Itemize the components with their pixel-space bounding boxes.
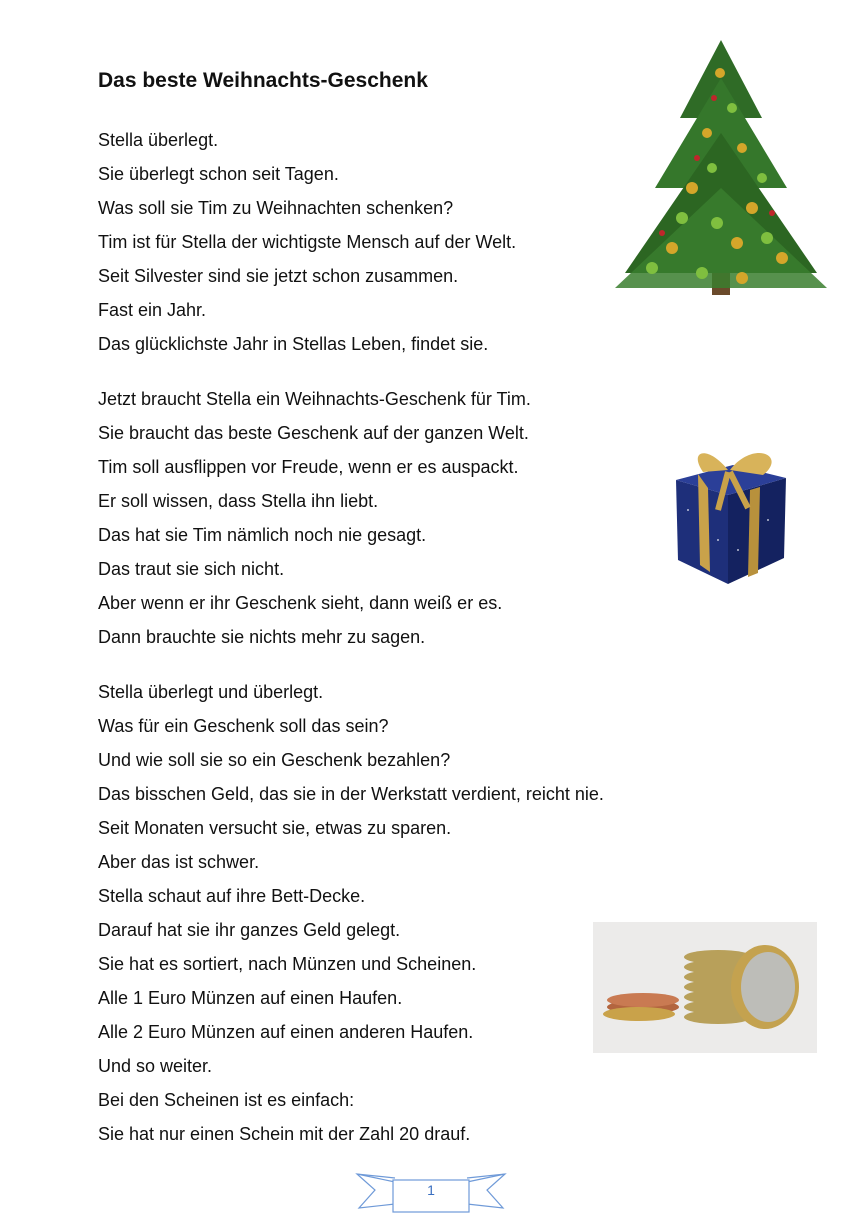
euro-coins-image <box>593 922 817 1053</box>
document-title: Das beste Weihnachts-Geschenk <box>98 69 428 92</box>
text-line: Bei den Scheinen ist es einfach: <box>98 1090 355 1110</box>
page-number: 1 <box>427 1182 435 1198</box>
text-line: Aber das ist schwer. <box>98 852 260 872</box>
text-line: Alle 1 Euro Münzen auf einen Haufen. <box>98 988 403 1008</box>
text-line: Das glücklichste Jahr in Stellas Leben, findet sie. <box>98 334 489 354</box>
text-line: Darauf hat sie ihr ganzes Geld gelegt. <box>98 920 401 940</box>
text-line: Und so weiter. <box>98 1056 213 1076</box>
text-line: Was soll sie Tim zu Weihnachten schenken? <box>98 198 454 218</box>
text-line: Stella schaut auf ihre Bett-Decke. <box>98 886 366 906</box>
text-line: Dann brauchte sie nichts mehr zu sagen. <box>98 627 426 647</box>
text-line: Das bisschen Geld, das sie in der Werkstatt verdient, reicht nie. <box>98 784 604 804</box>
paragraph-1 <box>98 123 516 361</box>
text-line: Sie braucht das beste Geschenk auf der ganzen Welt. <box>98 423 529 443</box>
christmas-tree-image <box>612 38 830 300</box>
gift-box-image <box>668 440 798 586</box>
text-line: Sie überlegt schon seit Tagen. <box>98 164 339 184</box>
text-line: Fast ein Jahr. <box>98 300 207 320</box>
text-line: Stella überlegt. <box>98 130 219 150</box>
text-line: Aber wenn er ihr Geschenk sieht, dann weiß er es. <box>98 593 503 613</box>
text-line: Tim ist für Stella der wichtigste Mensch auf der Welt. <box>98 232 517 252</box>
text-line: Das traut sie sich nicht. <box>98 559 285 579</box>
text-line: Er soll wissen, dass Stella ihn liebt. <box>98 491 379 511</box>
text-line: Sie hat es sortiert, nach Münzen und Scheinen. <box>98 954 477 974</box>
text-line: Was für ein Geschenk soll das sein? <box>98 716 389 736</box>
text-line: Und wie soll sie so ein Geschenk bezahlen? <box>98 750 451 770</box>
paragraph-3 <box>98 675 604 1151</box>
text-line: Stella überlegt und überlegt. <box>98 682 324 702</box>
text-line: Seit Monaten versucht sie, etwas zu sparen. <box>98 818 452 838</box>
text-line: Seit Silvester sind sie jetzt schon zusammen. <box>98 266 459 286</box>
text-line: Jetzt braucht Stella ein Weihnachts-Geschenk für Tim. <box>98 389 531 409</box>
paragraph-2 <box>98 382 531 654</box>
text-line: Alle 2 Euro Münzen auf einen anderen Haufen. <box>98 1022 474 1042</box>
text-line: Das hat sie Tim nämlich noch nie gesagt. <box>98 525 427 545</box>
page-number-banner <box>355 1168 507 1214</box>
text-line: Tim soll ausflippen vor Freude, wenn er es auspackt. <box>98 457 519 477</box>
text-line: Sie hat nur einen Schein mit der Zahl 20 drauf. <box>98 1124 471 1144</box>
